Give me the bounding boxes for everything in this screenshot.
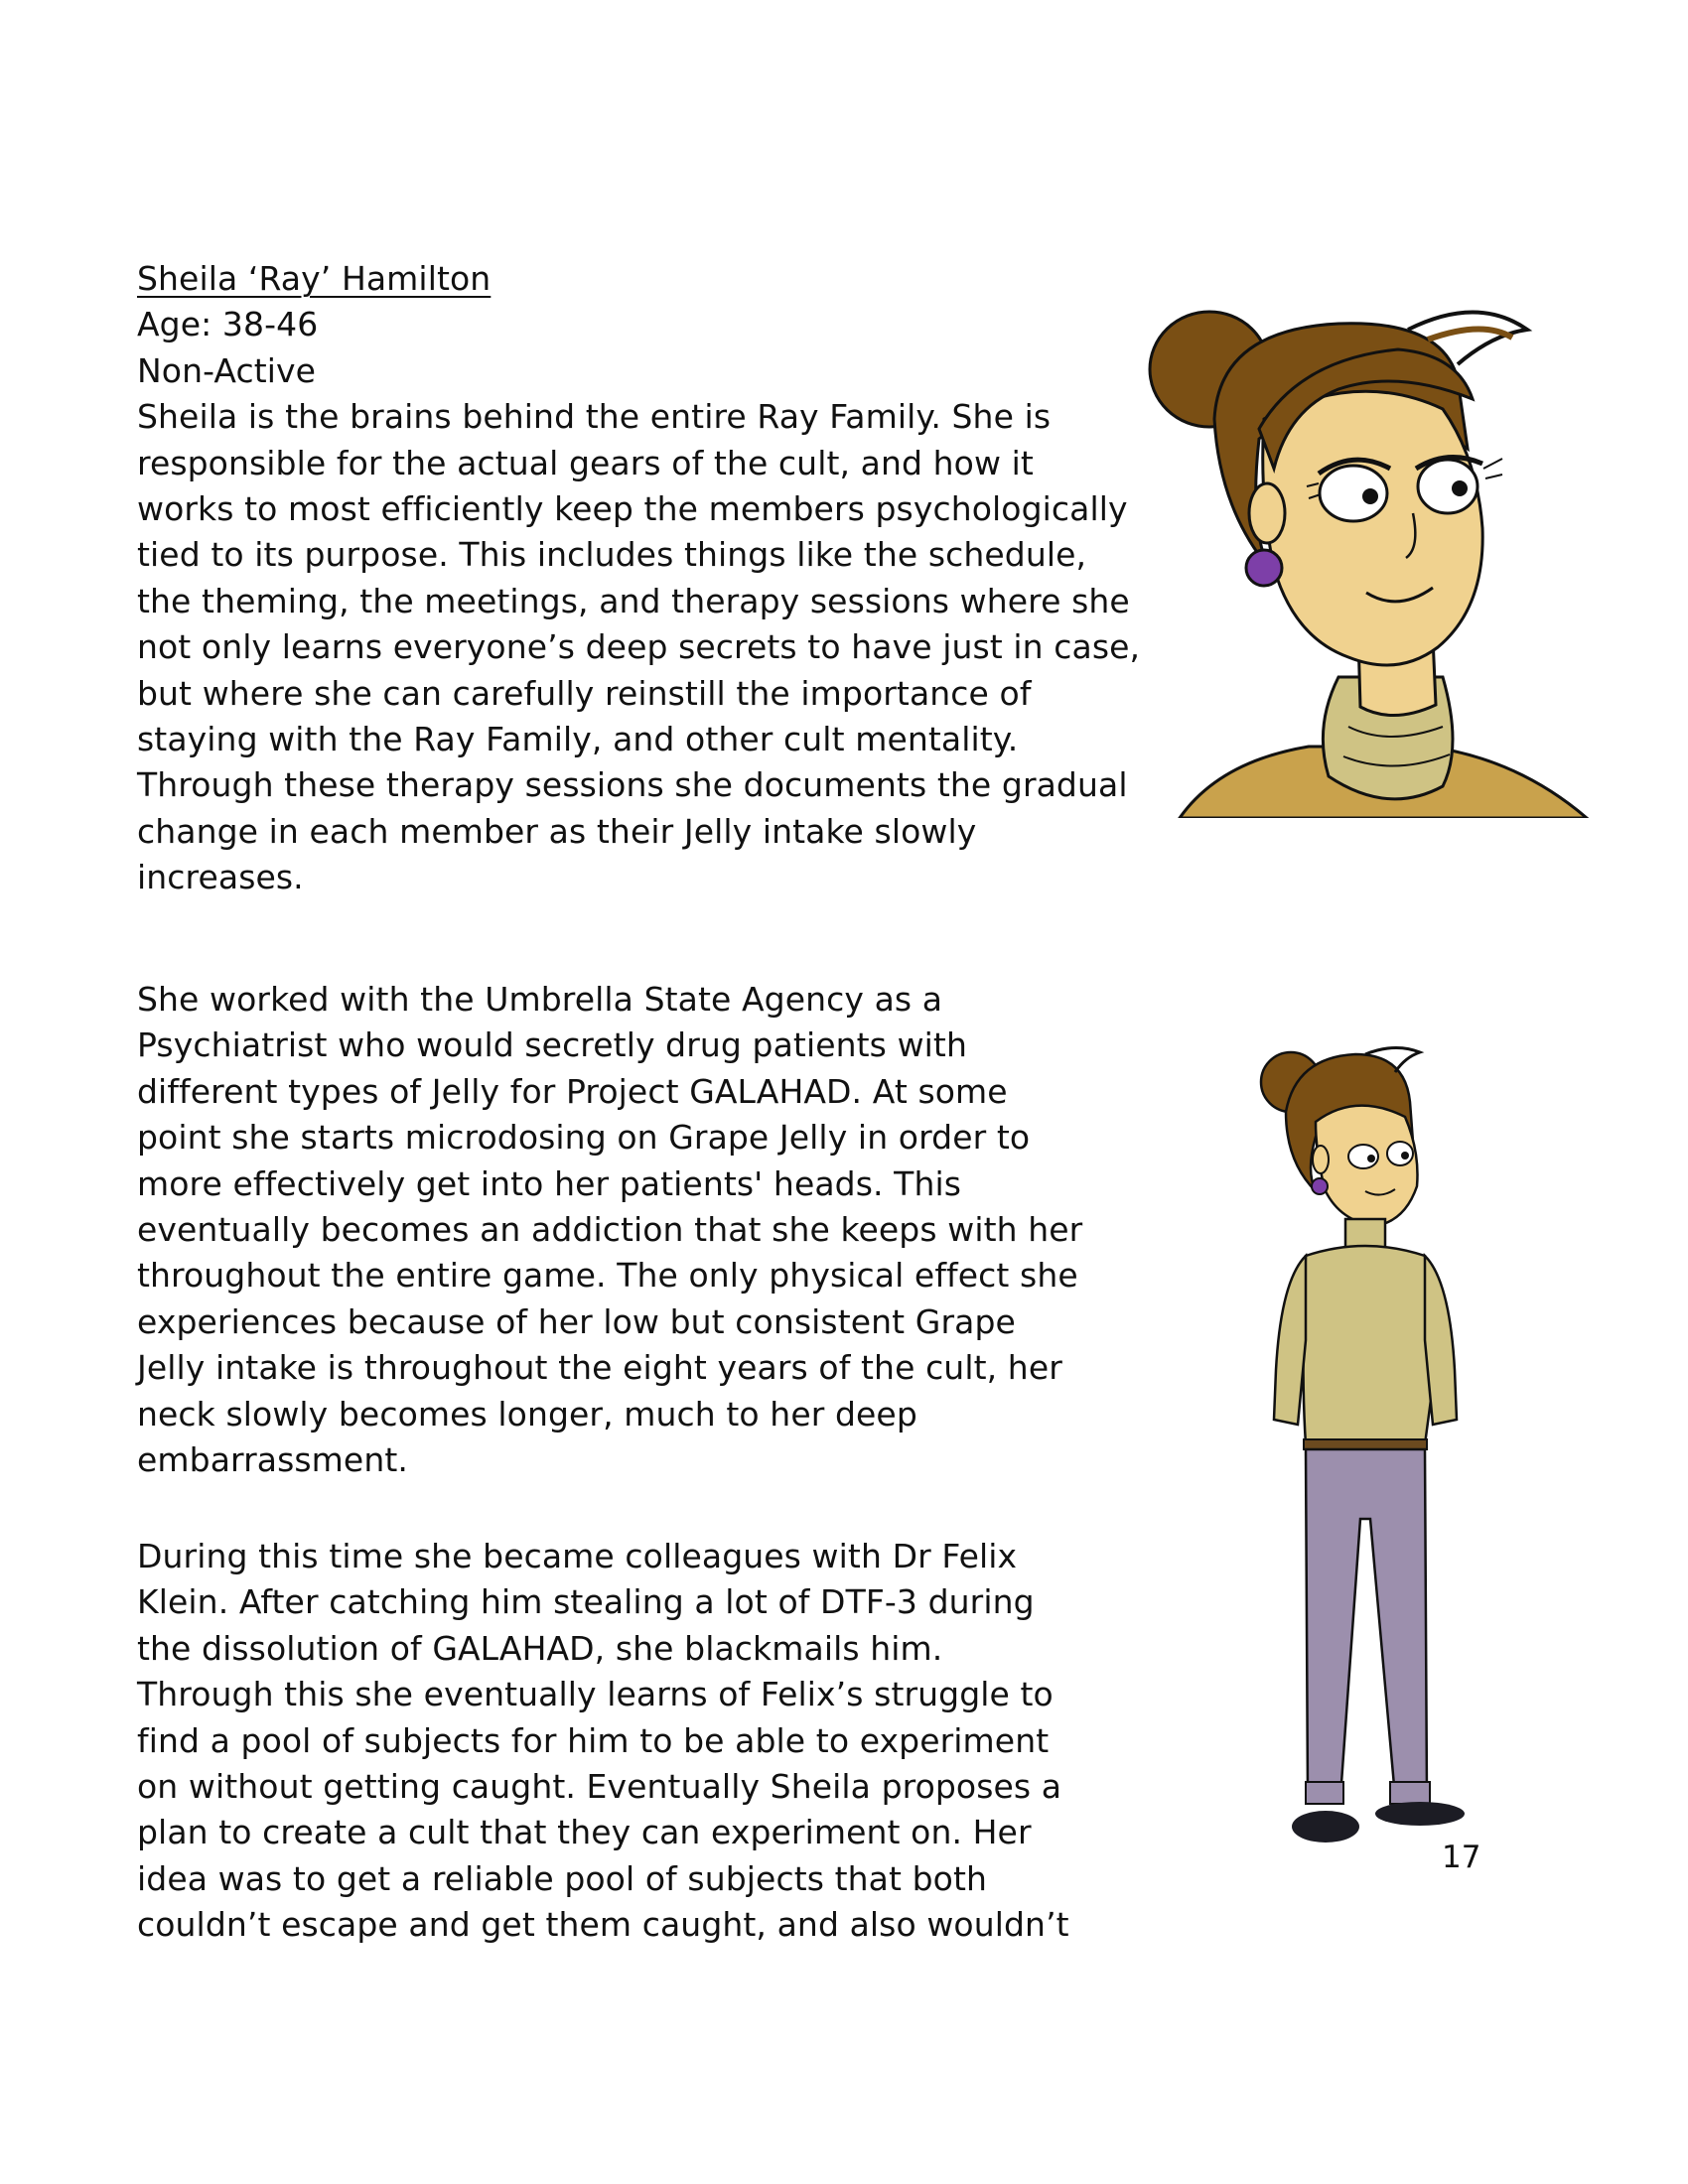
paragraph-line: embarrassment. <box>137 1440 408 1480</box>
paragraph-line: Psychiatrist who would secretly drug patients with <box>137 1025 967 1065</box>
felix-paragraph <box>137 1534 1110 1949</box>
paragraph-line: the dissolution of GALAHAD, she blackmails him. <box>137 1628 943 1668</box>
paragraph-line: She worked with the Umbrella State Agency as a <box>137 980 943 1019</box>
intro-line: Through these therapy sessions she documents the gradual <box>137 765 1128 805</box>
paragraph-line: different types of Jelly for Project GALAHAD. At some <box>137 1071 1008 1111</box>
intro-line: the theming, the meetings, and therapy sessions where she <box>137 581 1130 620</box>
paragraph-line: Klein. After catching him stealing a lot of DTF-3 during <box>137 1582 1035 1622</box>
paragraph-line: Through this she eventually learns of Felix’s struggle to <box>137 1675 1054 1714</box>
intro-line: not only learns everyone’s deep secrets to have just in case, <box>137 627 1141 667</box>
paragraph-line: eventually becomes an addiction that she keeps with her <box>137 1210 1083 1250</box>
page-number: 17 <box>1442 1840 1481 1875</box>
paragraph-line: on without getting caught. Eventually Sheila proposes a <box>137 1767 1062 1807</box>
galahad-paragraph <box>137 977 1110 1483</box>
paragraph-line: point she starts microdosing on Grape Jelly in order to <box>137 1118 1031 1158</box>
paragraph-line: more effectively get into her patients' heads. This <box>137 1163 962 1203</box>
character-age: Age: 38-46 <box>137 305 319 344</box>
character-status: Non-Active <box>137 350 317 390</box>
intro-line: Sheila is the brains behind the entire Ray Family. She is <box>137 397 1052 437</box>
intro-line: change in each member as their Jelly intake slowly <box>137 811 977 851</box>
character-name: Sheila ‘Ray’ Hamilton <box>137 259 492 298</box>
paragraph-line: During this time she became colleagues with Dr Felix <box>137 1537 1018 1575</box>
paragraph-line: plan to create a cult that they can experiment on. Her <box>137 1813 1032 1852</box>
intro-line: increases. <box>137 858 304 897</box>
paragraph-line: couldn’t escape and get them caught, and also wouldn’t <box>137 1905 1069 1945</box>
intro-line: staying with the Ray Family, and other cult mentality. <box>137 720 1019 759</box>
paragraph-line: neck slowly becomes longer, much to her deep <box>137 1394 917 1433</box>
paragraph-line: experiences because of her low but consistent Grape <box>137 1301 1016 1341</box>
paragraph-line: Jelly intake is throughout the eight years of the cult, her <box>137 1348 1062 1388</box>
paragraph-line: throughout the entire game. The only physical effect she <box>137 1256 1078 1296</box>
character-intro <box>137 256 1170 901</box>
character-portrait <box>1100 310 1597 818</box>
character-fullbody <box>1246 1042 1484 1861</box>
intro-line: but where she can carefully reinstill the importance of <box>137 673 1032 713</box>
paragraph-line: find a pool of subjects for him to be able to experiment <box>137 1720 1050 1760</box>
paragraph-line: idea was to get a reliable pool of subjects that both <box>137 1858 988 1898</box>
intro-line: tied to its purpose. This includes things like the schedule, <box>137 535 1087 575</box>
intro-line: works to most efficiently keep the members psychologically <box>137 489 1128 529</box>
intro-line: responsible for the actual gears of the cult, and how it <box>137 443 1034 482</box>
